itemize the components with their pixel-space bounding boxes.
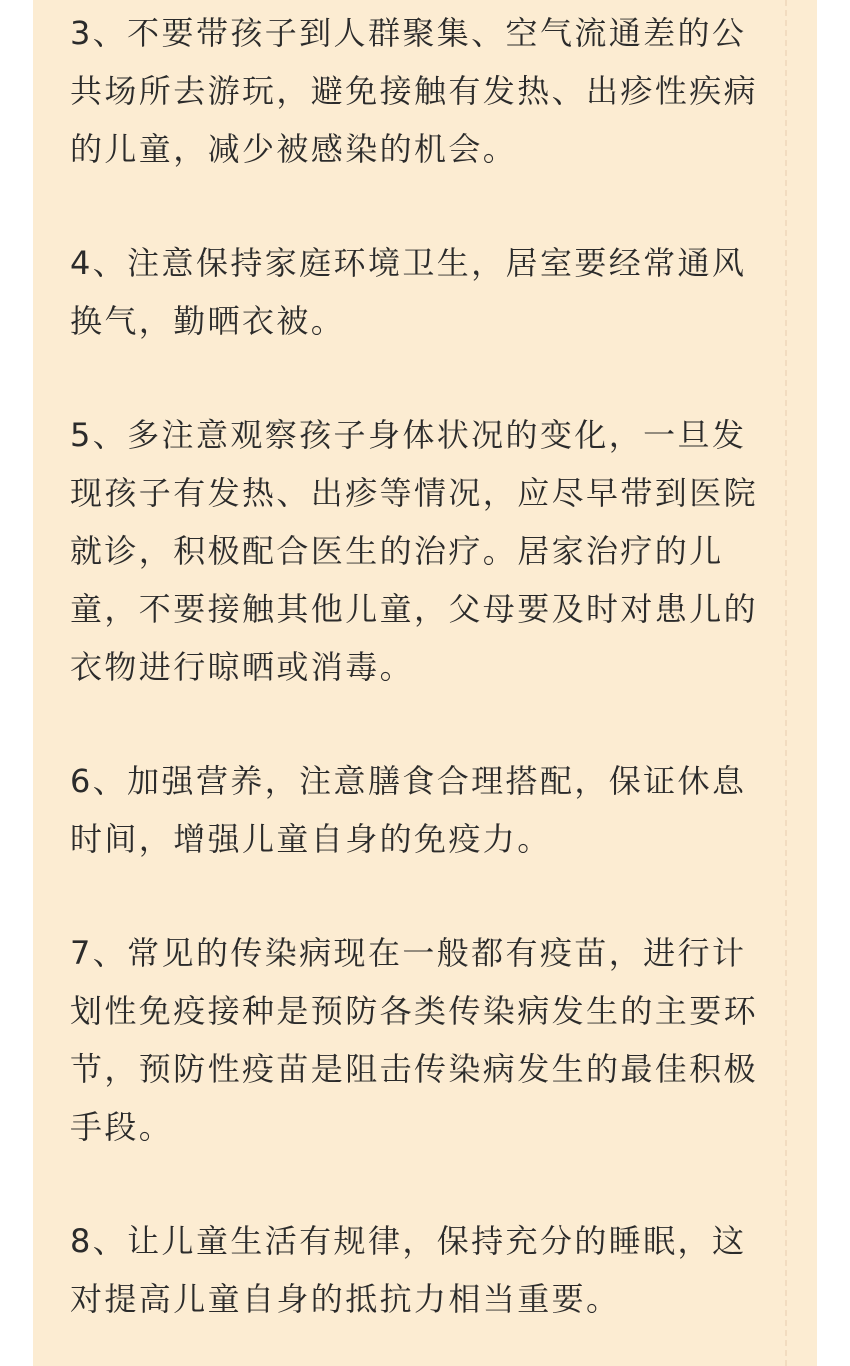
dashed-divider — [785, 0, 787, 1366]
paragraph-tip-5: 5、多注意观察孩子身体状况的变化，一旦发现孩子有发热、出疹等情况，应尽早带到医院就诊，积极配合医生的治疗。居家治疗的儿童，不要接触其他儿童，父母要及时对患儿的衣物进行晾晒或消毒。 — [70, 416, 759, 686]
paragraph-tip-7: 7、常见的传染病现在一般都有疫苗，进行计划性免疫接种是预防各类传染病发生的主要环节，预防性疫苗是阻击传染病发生的最佳积极手段。 — [70, 934, 759, 1146]
paragraph-tip-8: 8、让儿童生活有规律，保持充分的睡眠，这对提高儿童自身的抵抗力相当重要。 — [70, 1222, 747, 1318]
paragraph-tip-4: 4、注意保持家庭环境卫生，居室要经常通风换气，勤晒衣被。 — [70, 244, 747, 340]
paragraph-tip-6: 6、加强营养，注意膳食合理搭配，保证休息时间，增强儿童自身的免疫力。 — [70, 762, 747, 858]
article-body — [70, 4, 760, 1366]
paragraph-tip-3: 3、不要带孩子到人群聚集、空气流通差的公共场所去游玩，避免接触有发热、出疹性疾病的儿童，减少被感染的机会。 — [70, 14, 759, 168]
